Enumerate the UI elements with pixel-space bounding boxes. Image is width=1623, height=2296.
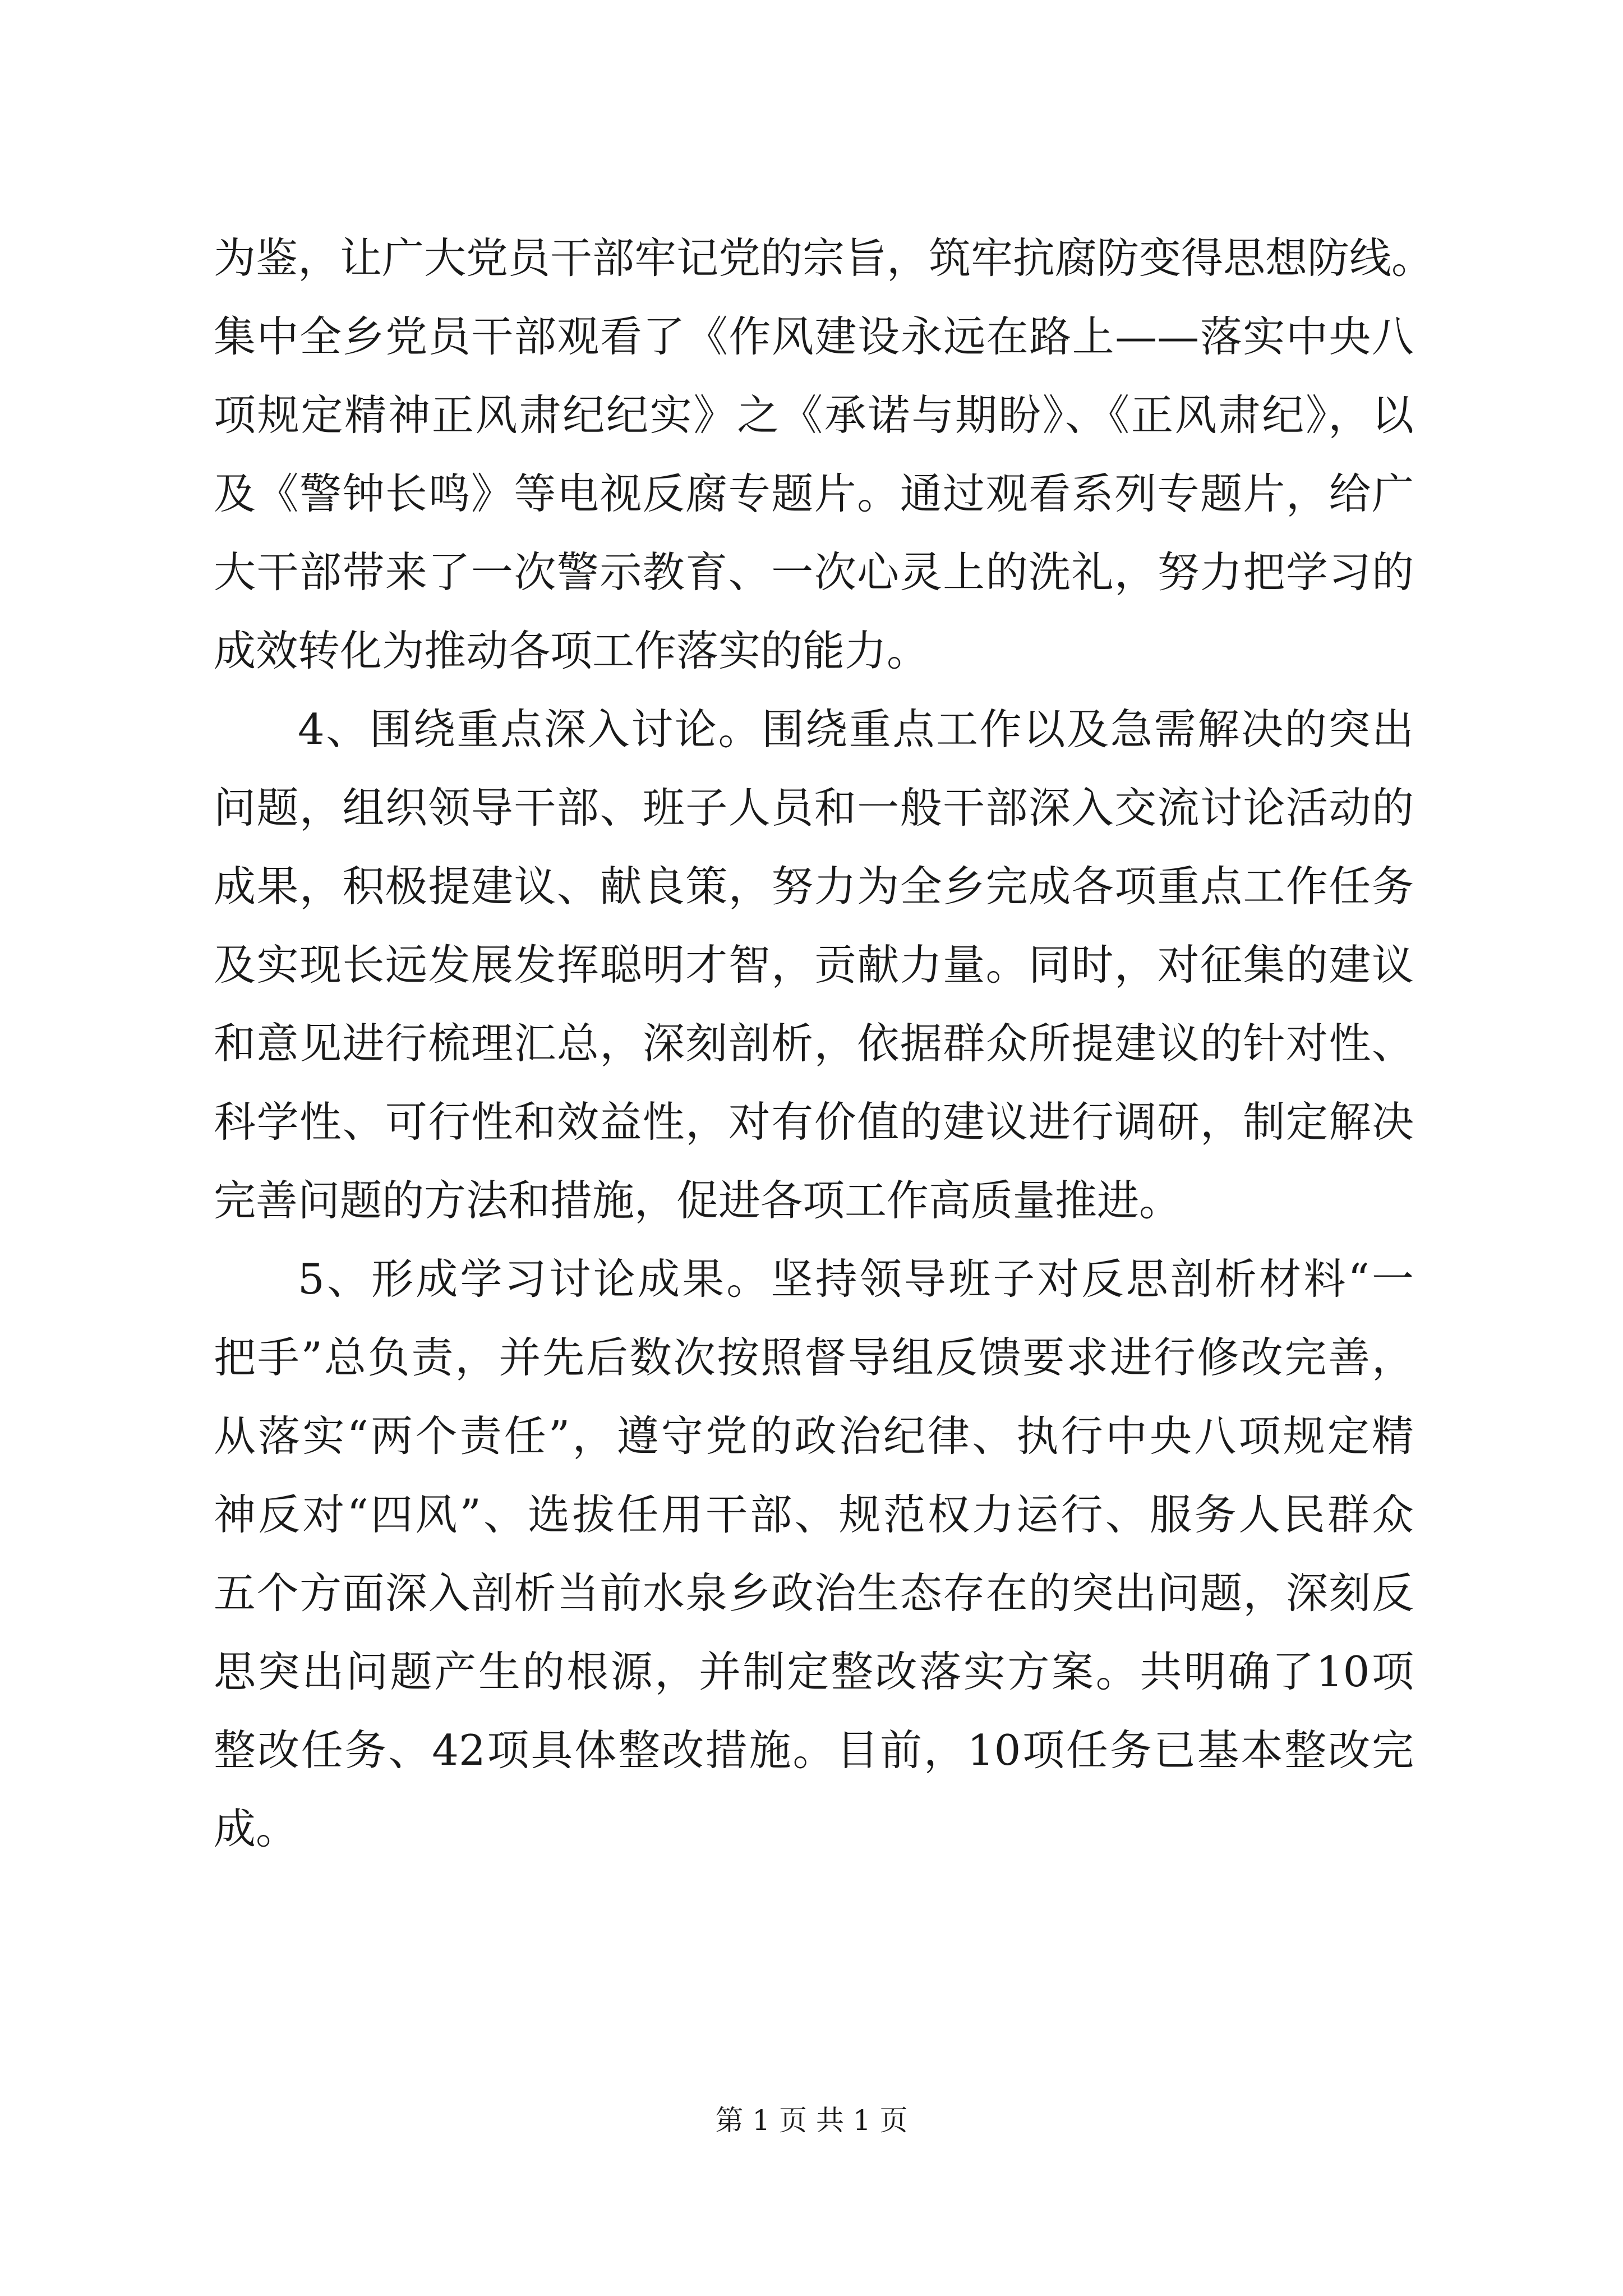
text-line: 大干部带来了一次警示教育、一次心灵上的洗礼，努力把学习的 — [214, 547, 1414, 597]
text-line: 集中全乡党员干部观看了《作风建设永远在路上——落实中央八 — [214, 312, 1414, 361]
text-line: 4、围绕重点深入讨论。围绕重点工作以及急需解决的突出 — [298, 705, 1414, 754]
paragraph-2 — [214, 690, 1414, 1240]
paragraph-3 — [214, 1240, 1414, 1868]
text-line: 为鉴，让广大党员干部牢记党的宗旨，筑牢抗腐防变得思想防线。 — [214, 233, 1434, 283]
document-body — [214, 219, 1434, 1868]
text-line: 及实现长远发展发挥聪明才智，贡献力量。同时，对征集的建议 — [214, 940, 1414, 990]
text-line: 科学性、可行性和效益性，对有价值的建议进行调研，制定解决 — [214, 1097, 1414, 1147]
page-footer — [0, 2101, 1623, 2140]
page-number-label: 第 1 页 共 1 页 — [715, 2104, 908, 2137]
text-line: 完善问题的方法和措施，促进各项工作高质量推进。 — [214, 1176, 1182, 1225]
text-line: 5、形成学习讨论成果。坚持领导班子对反思剖析材料“一 — [298, 1254, 1414, 1304]
text-line: 问题，组织领导干部、班子人员和一般干部深入交流讨论活动的 — [214, 783, 1414, 832]
text-line: 成。 — [214, 1804, 298, 1853]
text-line: 项规定精神正风肃纪纪实》之《承诺与期盼》、《正风肃纪》，以 — [214, 390, 1414, 440]
text-line: 神反对“四风”、选拔任用干部、规范权力运行、服务人民群众 — [214, 1490, 1414, 1539]
text-line: 成效转化为推动各项工作落实的能力。 — [214, 626, 929, 675]
text-line: 和意见进行梳理汇总，深刻剖析，依据群众所提建议的针对性、 — [214, 1019, 1414, 1068]
text-line: 从落实“两个责任”，遵守党的政治纪律、执行中央八项规定精 — [214, 1411, 1414, 1461]
text-line: 整改任务、42项具体整改措施。目前，10项任务已基本整改完 — [214, 1726, 1414, 1775]
text-line: 五个方面深入剖析当前水泉乡政治生态存在的突出问题，深刻反 — [214, 1568, 1414, 1618]
text-line: 及《警钟长鸣》等电视反腐专题片。通过观看系列专题片，给广 — [214, 469, 1414, 518]
text-line: 把手”总负责，并先后数次按照督导组反馈要求进行修改完善， — [214, 1333, 1414, 1382]
paragraph-1 — [214, 219, 1434, 690]
text-line: 思突出问题产生的根源，并制定整改落实方案。共明确了10项 — [214, 1647, 1414, 1696]
text-line: 成果，积极提建议、献良策，努力为全乡完成各项重点工作任务 — [214, 862, 1414, 911]
